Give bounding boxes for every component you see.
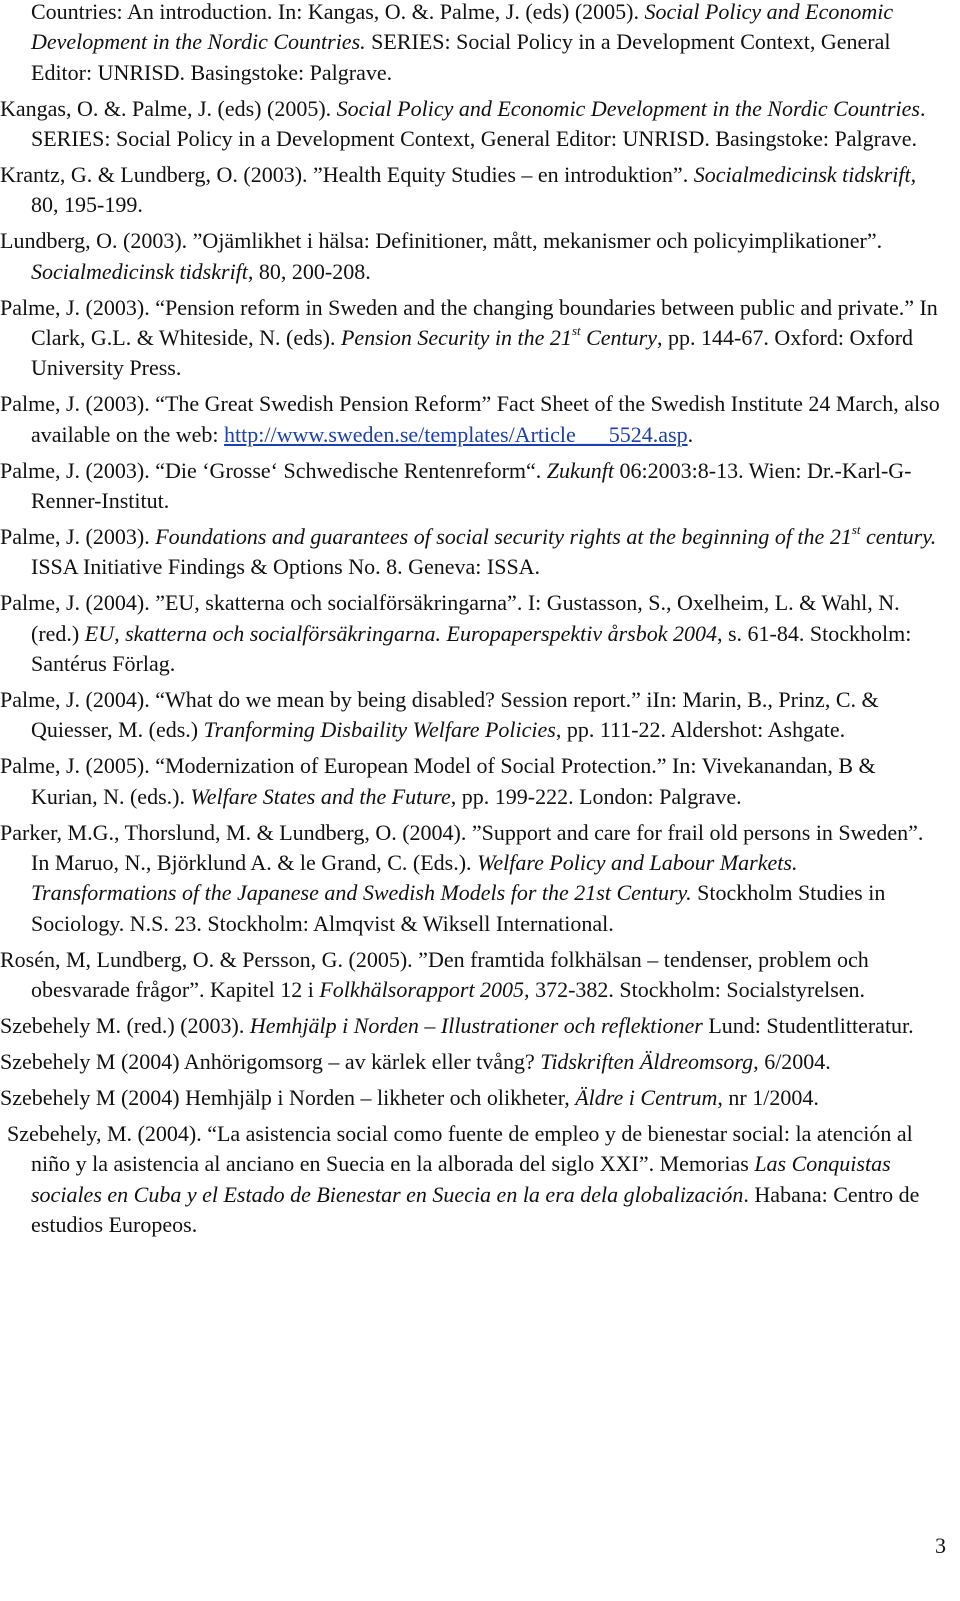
reference-entry-lundberg-2003 (0, 226, 945, 287)
reference-text: Palme, J. (2003). “The Great Swedish Pension Reform” Fact Sheet of the Swedish Institute 24 March, also available on the web: (0, 391, 940, 447)
reference-entry-kangas-palme-chapter-cont (0, 0, 945, 88)
reference-text: 80, 195-199. (31, 192, 143, 218)
reference-text: Palme, J. (2003). “Pension reform in Sweden and the changing boundaries between public and private.” In Clark, G.L. & Whiteside, N. (eds). (0, 294, 938, 351)
reference-text: Palme, J. (2004). ”EU, skatterna och socialförsäkringarna”. I: Gustasson, S., Oxelheim, L. & Wahl, N. (red.) (0, 590, 900, 646)
reference-title: Socialmedicinsk tidskrift, (693, 162, 917, 188)
reference-title: Folkhälsorapport 2005, (319, 977, 530, 1003)
reference-text: Lund: Studentlitteratur. (702, 1013, 914, 1039)
page-number: 3 (935, 1533, 946, 1558)
reference-title: Äldre i Centrum (575, 1084, 718, 1110)
reference-title: Socialmedicinsk tidskrift, (31, 258, 254, 284)
reference-text: SERIES: Social Policy in a Development Context, General Editor: UNRISD. Basingstoke: Palgrave. (31, 29, 891, 85)
reference-text: 80, 200-208. (253, 258, 371, 284)
reference-title: Zukunft (546, 457, 615, 483)
ordinal-superscript: st (571, 323, 581, 339)
reference-entry-rosen-2005 (0, 945, 945, 1006)
reference-text: Countries: An introduction. In: Kangas, O. &. Palme, J. (eds) (2005). (31, 0, 645, 24)
ordinal-superscript: st (851, 522, 861, 537)
reference-text: Parker, M.G., Thorslund, M. & Lundberg, O. (2004). ”Support and care for frail old persons in Sweden”. In Maruo, N., Björklund A. & le Grand, C. (Eds.). (0, 819, 924, 876)
reference-text: Szebehely M (2004) Hemhjälp i Norden – likheter och olikheter, (0, 1084, 576, 1110)
reference-text: 6/2004. (758, 1049, 831, 1074)
reference-text: Palme, J. (2005). “Modernization of European Model of Social Protection.” In: Vivekanandan, B & Kurian, N. (eds.). (0, 753, 876, 809)
reference-text: Kangas, O. &. Palme, J. (eds) (2005). (0, 95, 337, 121)
reference-text: Krantz, G. & Lundberg, O. (2003). ”Health Equity Studies – en introduktion”. (0, 162, 694, 188)
reference-entry-parker-2004 (0, 818, 945, 940)
reference-entry-palme-2003a (0, 293, 945, 384)
reference-entry-palme-2003b (0, 389, 945, 450)
reference-title: Welfare States and the Future (190, 783, 451, 809)
reference-text: Palme, J. (2004). “What do we mean by being disabled? Session report.” iIn: Marin, B., Prinz, C. & Quiesser, M. (eds.) (0, 687, 879, 743)
reference-text: , pp. 111-22. Aldershot: Ashgate. (555, 717, 846, 743)
reference-text: Rosén, M, Lundberg, O. & Persson, G. (2005). ”Den framtida folkhälsan – tendenser, problem och obesvarade frågor”. Kapitel 12 i (0, 946, 869, 1003)
reference-title: EU, skatterna och socialförsäkringarna. Europaperspektiv årsbok 2004 (84, 620, 717, 646)
reference-entry-krantz-lundberg-2003 (0, 160, 945, 221)
reference-text: , s. 61-84. Stockholm: Santérus Förlag. (31, 620, 912, 677)
reference-title: Welfare Policy and Labour Markets. Transformations of the Japanese and Swedish Models for the 21st Century. (31, 850, 798, 906)
reference-title: century. (860, 524, 937, 549)
reference-entry-szebehely-2004b (0, 1083, 945, 1113)
reference-entry-szebehely-2004a (0, 1047, 945, 1077)
reference-text: Lundberg, O. (2003). ”Ojämlikhet i hälsa: Definitioner, mått, mekanismer och policyimplikationer”. (0, 228, 883, 254)
reference-text: , pp. 199-222. London: Palgrave. (450, 783, 742, 809)
reference-text: Palme, J. (2003). “Die ‘Grosse‘ Schwedische Rentenreform“. (0, 457, 547, 483)
reference-text: Szebehely M (2004) Anhörigomsorg – av kärlek eller tvång? (0, 1049, 541, 1074)
reference-text: Szebehely M. (red.) (2003). (0, 1013, 250, 1039)
reference-entry-szebehely-2003 (0, 1011, 945, 1041)
reference-entry-palme-2005 (0, 751, 945, 812)
reference-link[interactable]: http://www.sweden.se/templates/Article___5524.asp (224, 421, 688, 447)
reference-title: Century (580, 325, 657, 351)
reference-entry-palme-2003d (0, 522, 945, 583)
reference-text: ISSA Initiative Findings & Options No. 8. Geneva: ISSA. (31, 554, 541, 580)
reference-text: . Habana: Centro de estudios Europeos. (31, 1181, 920, 1238)
reference-text: 372-382. Stockholm: Socialstyrelsen. (529, 977, 866, 1003)
reference-title: Social Policy and Economic Development in the Nordic Countries (336, 95, 920, 121)
reference-entry-szebehely-2004c (0, 1119, 945, 1241)
reference-text: . SERIES: Social Policy in a Development Context, General Editor: UNRISD. Basingstoke: Palgrave. (31, 95, 926, 152)
reference-text: , nr 1/2004. (717, 1084, 819, 1110)
reference-text: Szebehely, M. (2004). “La asistencia social como fuente de empleo y de bienestar social: la atención al niño y la asistencia al anciano en Suecia en la alborada del siglo XXI”. Memorias (7, 1120, 913, 1177)
reference-title: Tidskriften Äldreomsorg, (540, 1049, 759, 1074)
reference-text: , pp. 144-67. Oxford: Oxford University Press. (31, 325, 914, 381)
reference-entry-palme-2003c (0, 456, 945, 517)
reference-title: Pension Security in the 21 (340, 325, 572, 351)
reference-entry-palme-2004b (0, 685, 945, 746)
reference-title: Tranforming Disbaility Welfare Policies (203, 717, 556, 743)
reference-text: 06:2003:8-13. Wien: Dr.-Karl-G-Renner-Institut. (31, 457, 912, 514)
reference-text: . (687, 421, 694, 447)
reference-entry-palme-2004a (0, 588, 945, 679)
reference-title: Las Conquistas sociales en Cuba y el Estado de Bienestar en Suecia en la era dela globalización (31, 1151, 891, 1207)
reference-text: Stockholm Studies in Sociology. N.S. 23. Stockholm: Almqvist & Wiksell International. (31, 880, 886, 936)
reference-text: Palme, J. (2003). (0, 524, 156, 549)
reference-title: Social Policy and Economic Development in the Nordic Countries. (31, 0, 894, 55)
reference-entry-kangas-palme-2005 (0, 94, 945, 155)
reference-title: Hemhjälp i Norden – Illustrationer och reflektioner (249, 1013, 703, 1039)
reference-title: Foundations and guarantees of social security rights at the beginning of the 21 (155, 524, 852, 549)
